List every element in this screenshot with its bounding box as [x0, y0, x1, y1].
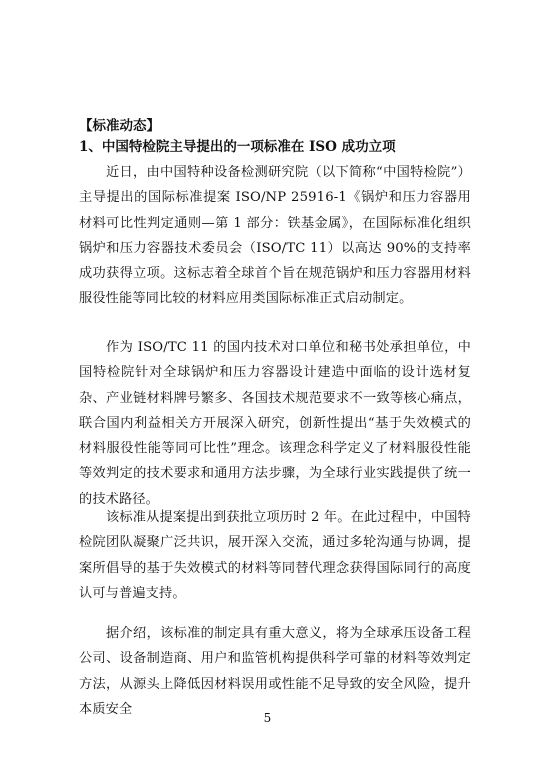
- paragraph-intro: 近日，由中国特种设备检测研究院（以下简称“中国特检院”）主导提出的国际标准提案 ISO/NP 25916-1《锅炉和压力容器用材料可比性判定通则—第 1 部分：铁基金属》，在国际标准化组织锅炉和压力容器技术委员会（ISO/TC 11）以高达 90%的支持率成功获得立项。这标志着全球首个旨在规范锅炉和压力容器用材料服役性能等同比较的材料应用类国际标准正式启动制定。: [79, 165, 471, 307]
- section-tag: 【标准动态】: [79, 118, 160, 134]
- paragraph-significance: 据介绍，该标准的制定具有重大意义，将为全球承压设备工程公司、设备制造商、用户和监管机构提供科学可靠的材料等效判定方法，从源头上降低因材料误用或性能不足导致的安全风险，提升本质安全: [79, 626, 471, 717]
- paragraph-process: 该标准从提案提出到获批立项历时 2 年。在此过程中，中国特检院团队凝聚广泛共识，展开深入交流，通过多轮沟通与协调，提案所倡导的基于失效模式的材料等同替代理念获得国际同行的高度认可与普遍支持。: [79, 510, 471, 601]
- article-title: 1、中国特检院主导提出的一项标准在 ISO 成功立项: [79, 139, 396, 155]
- paragraph-background: 作为 ISO/TC 11 的国内技术对口单位和秘书处承担单位，中国特检院针对全球锅炉和压力容器设计建造中面临的设计选材复杂、产业链材料牌号繁多、各国技术规范要求不一致等核心痛点，联合国内利益相关方开展深入研究，创新性提出“基于失效模式的材料服役性能等同可比性”理念。该理念科学定义了材料服役性能等效判定的技术要求和通用方法步骤，为全球行业实践提供了统一的技术路径。: [79, 340, 471, 507]
- page-number: 5: [263, 711, 272, 725]
